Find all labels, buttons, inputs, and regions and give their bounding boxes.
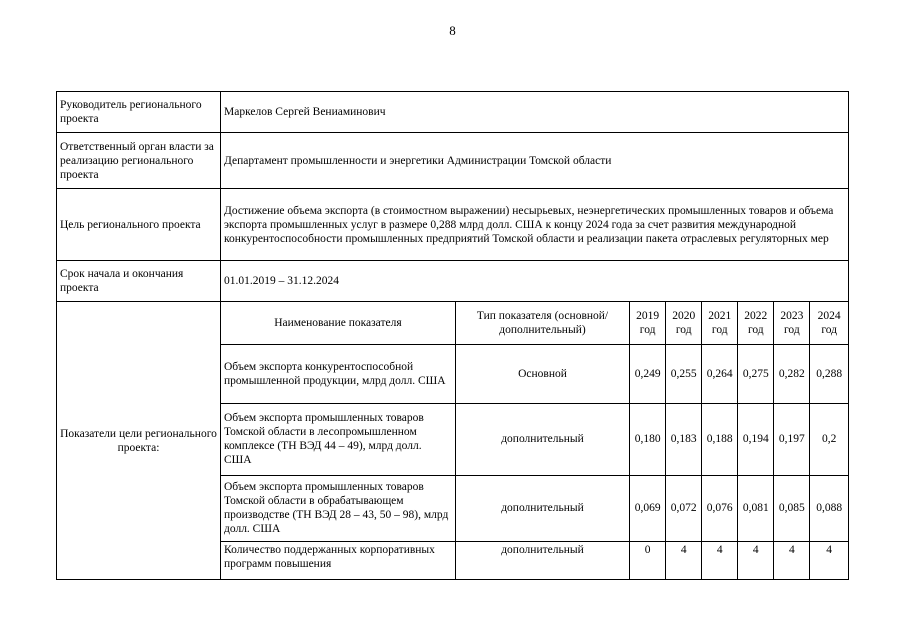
indicator-value-2023: 0,085 <box>774 475 810 541</box>
indicator-type: дополнительный <box>455 541 629 579</box>
table-row <box>221 403 848 475</box>
indicator-value-2020: 4 <box>666 541 702 579</box>
indicator-value-2024: 0,088 <box>810 475 848 541</box>
indicator-value-2023: 4 <box>774 541 810 579</box>
row-project-goal <box>57 189 849 261</box>
indicator-value-2022: 4 <box>738 541 774 579</box>
row-project-head <box>57 92 849 133</box>
header-year-2020-label: 2020 <box>672 309 696 322</box>
header-year-2023 <box>774 302 810 344</box>
indicator-value-2020: 0,183 <box>666 403 702 475</box>
project-indicators-label: Показатели цели регионального проекта: <box>57 302 221 580</box>
indicator-value-2023: 0,282 <box>774 344 810 403</box>
header-year-2020-unit: год <box>675 323 692 336</box>
header-year-2020 <box>666 302 702 344</box>
table-row <box>221 541 848 579</box>
project-passport-table <box>56 91 849 580</box>
responsible-authority-value: Департамент промышленности и энергетики Администрации Томской области <box>221 133 849 189</box>
table-row <box>221 475 848 541</box>
project-term-value: 01.01.2019 – 31.12.2024 <box>221 261 849 302</box>
indicators-table <box>221 302 848 579</box>
header-year-2022 <box>738 302 774 344</box>
header-year-2024-unit: год <box>821 323 838 336</box>
header-year-2021 <box>702 302 738 344</box>
project-head-value: Маркелов Сергей Вениаминович <box>221 92 849 133</box>
header-year-2019 <box>630 302 666 344</box>
indicator-value-2021: 4 <box>702 541 738 579</box>
indicator-value-2023: 0,197 <box>774 403 810 475</box>
project-head-label: Руководитель регионального проекта <box>57 92 221 133</box>
indicator-value-2021: 0,188 <box>702 403 738 475</box>
indicator-type: дополнительный <box>455 403 629 475</box>
indicator-value-2019: 0,069 <box>630 475 666 541</box>
header-year-2024 <box>810 302 848 344</box>
indicator-value-2021: 0,076 <box>702 475 738 541</box>
indicator-value-2019: 0,180 <box>630 403 666 475</box>
header-year-2021-label: 2021 <box>708 309 732 322</box>
indicator-value-2022: 0,275 <box>738 344 774 403</box>
indicator-value-2024: 0,288 <box>810 344 848 403</box>
indicator-value-2019: 0,249 <box>630 344 666 403</box>
header-year-2022-label: 2022 <box>744 309 768 322</box>
page-number: 8 <box>449 23 456 38</box>
header-year-2023-unit: год <box>783 323 800 336</box>
header-year-2023-label: 2023 <box>780 309 804 322</box>
header-year-2022-unit: год <box>747 323 764 336</box>
indicator-name: Количество поддержанных корпоративных программ повышения <box>221 541 455 579</box>
responsible-authority-label: Ответственный орган власти за реализацию регионального проекта <box>57 133 221 189</box>
indicator-type: дополнительный <box>455 475 629 541</box>
indicator-value-2024: 4 <box>810 541 848 579</box>
header-indicator-name: Наименование показателя <box>221 302 455 344</box>
table-row <box>221 344 848 403</box>
header-year-2019-unit: год <box>639 323 656 336</box>
header-indicator-type: Тип показателя (основной/дополнительный) <box>455 302 629 344</box>
indicator-name: Объем экспорта промышленных товаров Томской области в лесопромышленном комплексе (ТН ВЭД 44 – 49), млрд долл. США <box>221 403 455 475</box>
project-term-label: Срок начала и окончания проекта <box>57 261 221 302</box>
indicator-type: Основной <box>455 344 629 403</box>
indicator-value-2024: 0,2 <box>810 403 848 475</box>
row-project-indicators <box>57 302 849 580</box>
indicator-value-2020: 0,072 <box>666 475 702 541</box>
row-responsible-authority <box>57 133 849 189</box>
indicator-value-2022: 0,081 <box>738 475 774 541</box>
header-year-2021-unit: год <box>711 323 728 336</box>
header-year-2019-label: 2019 <box>636 309 660 322</box>
indicator-name: Объем экспорта конкурентоспособной промышленной продукции, млрд долл. США <box>221 344 455 403</box>
indicator-name: Объем экспорта промышленных товаров Томской области в обрабатывающем производстве (ТН ВЭД 28 – 43, 50 – 98), млрд долл. США <box>221 475 455 541</box>
indicator-value-2022: 0,194 <box>738 403 774 475</box>
indicator-value-2019: 0 <box>630 541 666 579</box>
header-year-2024-label: 2024 <box>817 309 841 322</box>
indicators-cell <box>221 302 849 580</box>
indicator-value-2020: 0,255 <box>666 344 702 403</box>
row-project-term <box>57 261 849 302</box>
indicators-header-row <box>221 302 848 344</box>
indicator-value-2021: 0,264 <box>702 344 738 403</box>
project-goal-label: Цель регионального проекта <box>57 189 221 261</box>
project-goal-value: Достижение объема экспорта (в стоимостном выражении) несырьевых, неэнергетических промышленных товаров и объема экспорта промышленных услуг в размере 0,288 млрд долл. США к концу 2024 года за счет развития международной конкурентоспособности промышленных предприятий Томской области и реализации пакета отраслевых регуляторных мер <box>221 189 849 261</box>
